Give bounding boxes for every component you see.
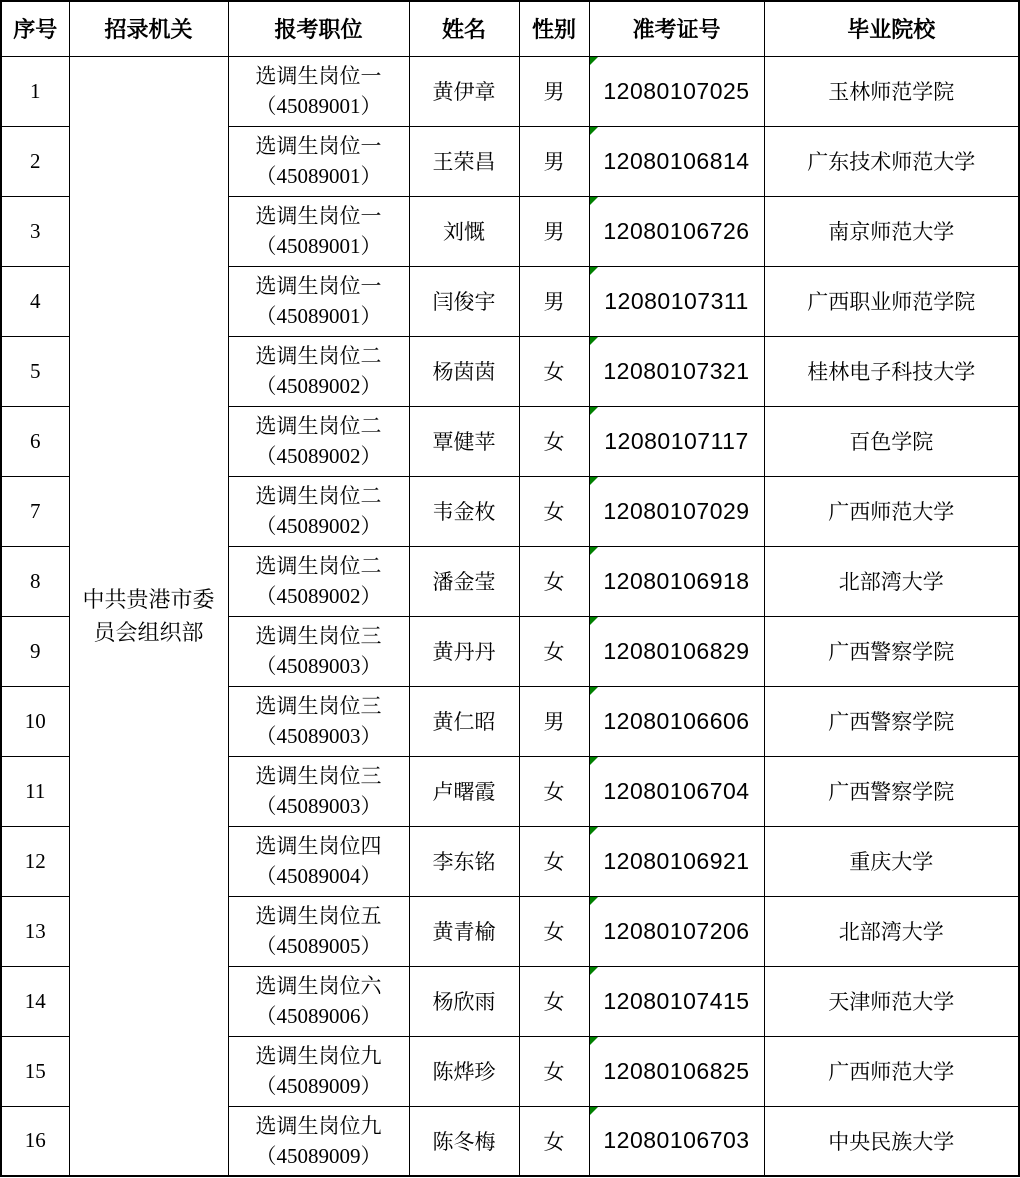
position-code: （45089001） bbox=[255, 164, 382, 188]
exam-number-cell bbox=[589, 826, 764, 896]
green-triangle-icon bbox=[590, 1107, 598, 1115]
green-triangle-icon bbox=[590, 827, 598, 835]
position-title: 选调生岗位三 bbox=[255, 624, 382, 648]
position-title: 选调生岗位九 bbox=[255, 1044, 382, 1068]
exam-number: 12080106829 bbox=[603, 637, 750, 664]
exam-number: 12080107311 bbox=[604, 287, 749, 314]
gender-cell: 男 bbox=[519, 126, 589, 196]
table-row bbox=[1, 56, 1019, 126]
position-cell bbox=[228, 686, 409, 756]
school-cell: 广西师范大学 bbox=[764, 476, 1019, 546]
seq-cell: 11 bbox=[1, 756, 69, 826]
header-gender: 性别 bbox=[519, 1, 589, 56]
exam-number: 12080106704 bbox=[603, 777, 750, 804]
green-triangle-icon bbox=[590, 547, 598, 555]
green-triangle-icon bbox=[590, 1037, 598, 1045]
exam-number-cell bbox=[589, 406, 764, 476]
seq-cell: 15 bbox=[1, 1036, 69, 1106]
position-cell bbox=[228, 756, 409, 826]
position-code: （45089002） bbox=[255, 444, 382, 468]
name-cell: 韦金枚 bbox=[409, 476, 519, 546]
position-code: （45089002） bbox=[255, 514, 382, 538]
school-cell: 重庆大学 bbox=[764, 826, 1019, 896]
green-triangle-icon bbox=[590, 407, 598, 415]
position-cell bbox=[228, 336, 409, 406]
exam-number: 12080106918 bbox=[603, 567, 750, 594]
exam-number-cell bbox=[589, 966, 764, 1036]
position-code: （45089009） bbox=[255, 1143, 382, 1168]
position-cell bbox=[228, 966, 409, 1036]
gender-cell: 女 bbox=[519, 826, 589, 896]
school-cell: 广西警察学院 bbox=[764, 616, 1019, 686]
exam-number: 12080106921 bbox=[603, 847, 750, 874]
name-cell: 黄仁昭 bbox=[409, 686, 519, 756]
gender-cell: 男 bbox=[519, 196, 589, 266]
school-cell: 广东技术师范大学 bbox=[764, 126, 1019, 196]
school-cell: 北部湾大学 bbox=[764, 896, 1019, 966]
exam-number: 12080107025 bbox=[603, 77, 750, 104]
gender-cell: 女 bbox=[519, 546, 589, 616]
position-cell bbox=[228, 476, 409, 546]
position-title: 选调生岗位五 bbox=[255, 904, 382, 928]
exam-number-cell bbox=[589, 1036, 764, 1106]
exam-number: 12080106814 bbox=[603, 147, 750, 174]
gender-cell: 女 bbox=[519, 476, 589, 546]
seq-cell: 13 bbox=[1, 896, 69, 966]
position-title: 选调生岗位一 bbox=[255, 134, 382, 158]
position-title: 选调生岗位三 bbox=[255, 694, 382, 718]
position-cell bbox=[228, 896, 409, 966]
position-title: 选调生岗位二 bbox=[255, 484, 382, 508]
seq-cell: 7 bbox=[1, 476, 69, 546]
seq-cell: 14 bbox=[1, 966, 69, 1036]
header-name: 姓名 bbox=[409, 1, 519, 56]
gender-cell: 女 bbox=[519, 1036, 589, 1106]
position-title: 选调生岗位四 bbox=[255, 834, 382, 858]
header-school: 毕业院校 bbox=[764, 1, 1019, 56]
exam-number: 12080106606 bbox=[603, 707, 750, 734]
green-triangle-icon bbox=[590, 337, 598, 345]
position-cell bbox=[228, 266, 409, 336]
position-title: 选调生岗位二 bbox=[255, 414, 382, 438]
position-title: 选调生岗位三 bbox=[255, 764, 382, 788]
position-cell bbox=[228, 196, 409, 266]
gender-cell: 女 bbox=[519, 896, 589, 966]
table-header bbox=[1, 1, 1019, 56]
exam-number-cell bbox=[589, 336, 764, 406]
exam-number-cell bbox=[589, 476, 764, 546]
green-triangle-icon bbox=[590, 197, 598, 205]
agency-cell bbox=[69, 56, 228, 1176]
exam-number-cell bbox=[589, 266, 764, 336]
exam-number-cell bbox=[589, 126, 764, 196]
exam-number-cell bbox=[589, 196, 764, 266]
exam-number: 12080107029 bbox=[603, 497, 750, 524]
school-cell: 天津师范大学 bbox=[764, 966, 1019, 1036]
position-code: （45089001） bbox=[255, 304, 382, 328]
name-cell: 陈冬梅 bbox=[409, 1106, 519, 1176]
exam-number: 12080107117 bbox=[604, 427, 749, 454]
gender-cell: 女 bbox=[519, 1106, 589, 1176]
gender-cell: 男 bbox=[519, 56, 589, 126]
table-body bbox=[1, 56, 1019, 1176]
position-cell bbox=[228, 56, 409, 126]
position-code: （45089006） bbox=[255, 1004, 382, 1028]
position-code: （45089001） bbox=[255, 94, 382, 118]
position-cell bbox=[228, 1106, 409, 1176]
exam-number: 12080107321 bbox=[603, 357, 750, 384]
name-cell: 陈烨珍 bbox=[409, 1036, 519, 1106]
gender-cell: 女 bbox=[519, 616, 589, 686]
school-cell: 北部湾大学 bbox=[764, 546, 1019, 616]
position-title: 选调生岗位一 bbox=[255, 64, 382, 88]
school-cell: 玉林师范学院 bbox=[764, 56, 1019, 126]
header-position: 报考职位 bbox=[228, 1, 409, 56]
green-triangle-icon bbox=[590, 127, 598, 135]
exam-number-cell bbox=[589, 896, 764, 966]
exam-number-cell bbox=[589, 1106, 764, 1176]
seq-cell: 4 bbox=[1, 266, 69, 336]
position-code: （45089003） bbox=[255, 654, 382, 678]
school-cell: 广西警察学院 bbox=[764, 686, 1019, 756]
exam-number-cell bbox=[589, 616, 764, 686]
position-code: （45089002） bbox=[255, 584, 382, 608]
exam-number-cell bbox=[589, 56, 764, 126]
gender-cell: 男 bbox=[519, 266, 589, 336]
gender-cell: 女 bbox=[519, 336, 589, 406]
header-seq: 序号 bbox=[1, 1, 69, 56]
name-cell: 杨茵茵 bbox=[409, 336, 519, 406]
exam-number: 12080107415 bbox=[603, 987, 750, 1014]
school-cell: 中央民族大学 bbox=[764, 1106, 1019, 1176]
gender-cell: 女 bbox=[519, 756, 589, 826]
green-triangle-icon bbox=[590, 687, 598, 695]
seq-cell: 12 bbox=[1, 826, 69, 896]
position-code: （45089009） bbox=[255, 1074, 382, 1098]
position-code: （45089003） bbox=[255, 724, 382, 748]
seq-cell: 6 bbox=[1, 406, 69, 476]
seq-cell: 5 bbox=[1, 336, 69, 406]
position-code: （45089004） bbox=[255, 864, 382, 888]
position-cell bbox=[228, 406, 409, 476]
exam-number-cell bbox=[589, 546, 764, 616]
position-code: （45089002） bbox=[255, 374, 382, 398]
school-cell: 桂林电子科技大学 bbox=[764, 336, 1019, 406]
exam-number-cell bbox=[589, 756, 764, 826]
name-cell: 覃健苹 bbox=[409, 406, 519, 476]
seq-cell: 8 bbox=[1, 546, 69, 616]
school-cell: 百色学院 bbox=[764, 406, 1019, 476]
school-cell: 广西职业师范学院 bbox=[764, 266, 1019, 336]
position-code: （45089001） bbox=[255, 234, 382, 258]
name-cell: 李东铭 bbox=[409, 826, 519, 896]
seq-cell: 16 bbox=[1, 1106, 69, 1176]
name-cell: 杨欣雨 bbox=[409, 966, 519, 1036]
green-triangle-icon bbox=[590, 477, 598, 485]
name-cell: 刘慨 bbox=[409, 196, 519, 266]
position-cell bbox=[228, 1036, 409, 1106]
green-triangle-icon bbox=[590, 617, 598, 625]
name-cell: 闫俊宇 bbox=[409, 266, 519, 336]
position-title: 选调生岗位二 bbox=[255, 554, 382, 578]
green-triangle-icon bbox=[590, 967, 598, 975]
name-cell: 黄丹丹 bbox=[409, 616, 519, 686]
school-cell: 广西警察学院 bbox=[764, 756, 1019, 826]
name-cell: 王荣昌 bbox=[409, 126, 519, 196]
green-triangle-icon bbox=[590, 267, 598, 275]
position-cell bbox=[228, 826, 409, 896]
green-triangle-icon bbox=[590, 57, 598, 65]
exam-number: 12080106825 bbox=[603, 1057, 750, 1084]
header-agency: 招录机关 bbox=[69, 1, 228, 56]
name-cell: 潘金莹 bbox=[409, 546, 519, 616]
position-title: 选调生岗位一 bbox=[255, 274, 382, 298]
green-triangle-icon bbox=[590, 897, 598, 905]
position-code: （45089005） bbox=[255, 934, 382, 958]
gender-cell: 男 bbox=[519, 686, 589, 756]
position-title: 选调生岗位六 bbox=[255, 974, 382, 998]
exam-number-cell bbox=[589, 686, 764, 756]
name-cell: 卢曙霞 bbox=[409, 756, 519, 826]
exam-number: 12080107206 bbox=[603, 917, 750, 944]
position-title: 选调生岗位二 bbox=[255, 344, 382, 368]
seq-cell: 1 bbox=[1, 56, 69, 126]
position-title: 选调生岗位一 bbox=[255, 204, 382, 228]
agency-name: 中共贵港市委员会组织部 bbox=[82, 586, 215, 645]
position-code: （45089003） bbox=[255, 794, 382, 818]
header-row bbox=[1, 1, 1019, 56]
seq-cell: 10 bbox=[1, 686, 69, 756]
exam-number: 12080106703 bbox=[603, 1127, 750, 1154]
school-cell: 广西师范大学 bbox=[764, 1036, 1019, 1106]
seq-cell: 2 bbox=[1, 126, 69, 196]
gender-cell: 女 bbox=[519, 966, 589, 1036]
school-cell: 南京师范大学 bbox=[764, 196, 1019, 266]
exam-number: 12080106726 bbox=[603, 217, 750, 244]
green-triangle-icon bbox=[590, 757, 598, 765]
position-title: 选调生岗位九 bbox=[255, 1113, 382, 1138]
header-exam-number: 准考证号 bbox=[589, 1, 764, 56]
gender-cell: 女 bbox=[519, 406, 589, 476]
position-cell bbox=[228, 546, 409, 616]
name-cell: 黄伊章 bbox=[409, 56, 519, 126]
position-cell bbox=[228, 616, 409, 686]
seq-cell: 9 bbox=[1, 616, 69, 686]
position-cell bbox=[228, 126, 409, 196]
seq-cell: 3 bbox=[1, 196, 69, 266]
name-cell: 黄青榆 bbox=[409, 896, 519, 966]
